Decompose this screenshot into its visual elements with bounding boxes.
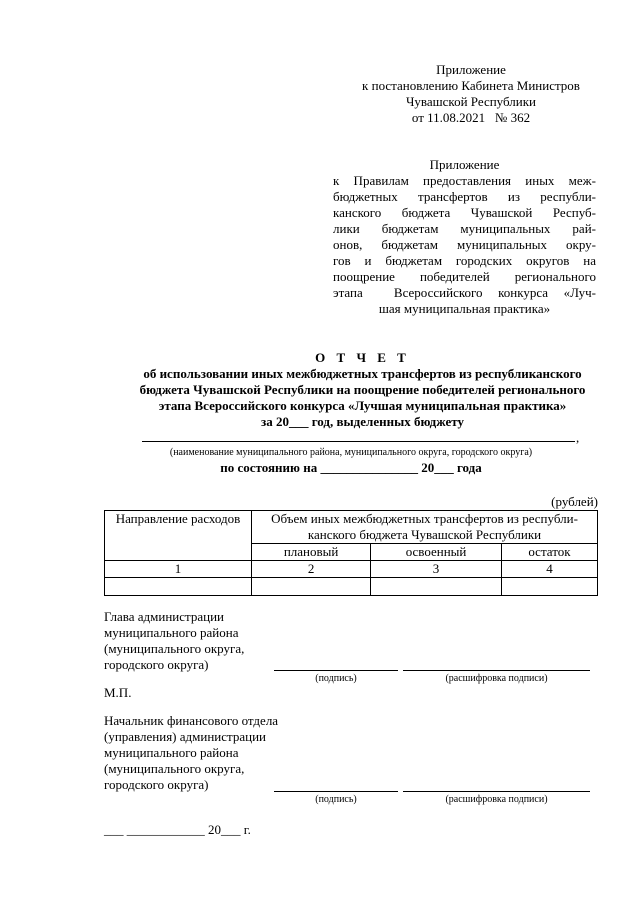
report-subtitle-line: этапа Всероссийского конкурса «Лучшая муниципальная практика» xyxy=(158,398,567,413)
head-signature-line[interactable] xyxy=(274,670,398,671)
table-cell-empty[interactable] xyxy=(252,578,371,596)
appendix2-title: Приложение xyxy=(429,157,500,172)
municipality-name-line-end: , xyxy=(576,430,580,445)
appendix-header-1 xyxy=(333,62,609,126)
appendix2-line: к Правилам предоставления иных меж- xyxy=(333,173,596,188)
finance-decode-caption: (расшифровка подписи) xyxy=(445,794,548,805)
finance-label-line: (управления) администрации xyxy=(104,729,266,744)
report-subtitle-line: за 20___ год, выделенных бюджету xyxy=(261,414,464,429)
appendix2-line: поощрение победителей регионального xyxy=(333,269,596,284)
col-header-direction-text: Направление расходов xyxy=(115,511,241,526)
report-title: О Т Ч Е Т xyxy=(315,350,410,365)
finance-signature-line[interactable] xyxy=(274,791,398,792)
finance-signature-caption: (подпись) xyxy=(315,794,357,805)
table-cell-empty[interactable] xyxy=(371,578,502,596)
head-label-line: муниципального района xyxy=(104,625,239,640)
head-label-line: (муниципального округа, xyxy=(104,641,245,656)
col-number: 3 xyxy=(371,561,502,578)
appendix-header-2 xyxy=(333,157,596,317)
head-label-line: Глава администрации xyxy=(104,609,225,624)
appendix1-line: от 11.08.2021 № 362 xyxy=(411,110,531,125)
appendix2-line: бюджетных трансфертов из республи- xyxy=(333,189,596,204)
finance-label-line: Начальник финансового отдела xyxy=(104,713,279,728)
head-decode-caption: (расшифровка подписи) xyxy=(445,673,548,684)
col-header-spent: освоенный xyxy=(371,544,502,561)
col-header-remaining: остаток xyxy=(501,544,597,561)
appendix2-line: гов и бюджетам городских округов на xyxy=(333,253,596,268)
seal-place: М.П. xyxy=(104,685,132,700)
appendix1-line: Чувашской Республики xyxy=(405,94,537,109)
col-group-header xyxy=(252,511,598,544)
municipality-name-caption: (наименование муниципального района, муниципального округа, городского округа) xyxy=(169,447,533,458)
col-header-planned: плановый xyxy=(252,544,371,561)
finance-label-line: (муниципального округа, xyxy=(104,761,245,776)
report-table xyxy=(104,510,598,596)
col-header-direction xyxy=(105,511,252,561)
col-number: 2 xyxy=(252,561,371,578)
as-of-line: по состоянию на _______________ 20___ года xyxy=(220,460,482,475)
report-subtitle-line: об использовании иных межбюджетных трансфертов из республиканского xyxy=(143,366,582,381)
table-cell-empty[interactable] xyxy=(501,578,597,596)
col-group-header-line: канского бюджета Чувашской Республики xyxy=(307,527,542,542)
appendix1-line: Приложение xyxy=(436,62,506,77)
appendix2-line: онов, бюджетам муниципальных окру- xyxy=(333,237,596,252)
finance-head-label xyxy=(104,713,304,793)
head-signature-caption: (подпись) xyxy=(315,673,357,684)
units-label: (рублей) xyxy=(551,494,598,509)
date-line: ___ ____________ 20___ г. xyxy=(104,822,251,837)
table-cell-empty[interactable] xyxy=(105,578,252,596)
report-heading xyxy=(70,350,640,430)
appendix2-line: шая муниципальная практика» xyxy=(378,301,551,316)
col-group-header-line: Объем иных межбюджетных трансфертов из республи- xyxy=(271,511,578,526)
appendix1-line: к постановлению Кабинета Министров xyxy=(362,78,580,93)
finance-signature-decode-line[interactable] xyxy=(403,791,590,792)
col-number: 4 xyxy=(501,561,597,578)
finance-label-line: городского округа) xyxy=(104,777,209,792)
appendix2-line: канского бюджета Чувашской Респуб- xyxy=(333,205,596,220)
appendix2-line: этапа Всероссийского конкурса «Луч- xyxy=(333,285,596,300)
head-of-administration-label xyxy=(104,609,284,673)
finance-label-line: муниципального района xyxy=(104,745,239,760)
appendix2-line: лики бюджетам муниципальных рай- xyxy=(333,221,596,236)
municipality-name-line[interactable] xyxy=(142,441,575,442)
col-number: 1 xyxy=(105,561,252,578)
report-subtitle-line: бюджета Чувашской Республики на поощрение победителей регионального xyxy=(139,382,586,397)
head-signature-decode-line[interactable] xyxy=(403,670,590,671)
head-label-line: городского округа) xyxy=(104,657,209,672)
